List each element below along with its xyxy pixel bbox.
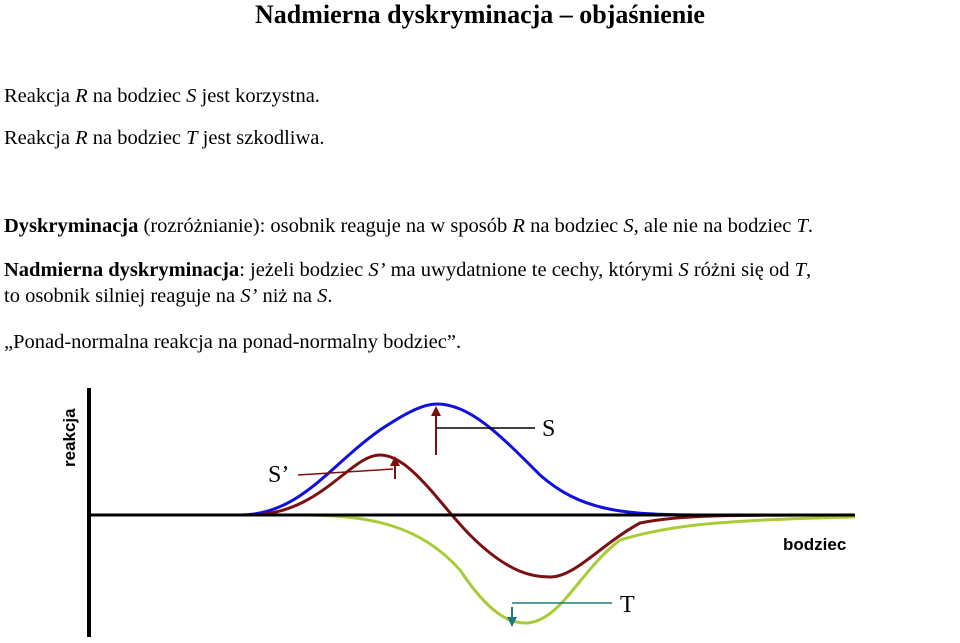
label-s-prime: S’ xyxy=(268,462,290,488)
x-axis-label: bodziec xyxy=(783,535,847,554)
response-diagram xyxy=(0,375,960,643)
definition-excessive-discrimination: Nadmierna dyskryminacja: jeżeli bodziec S’ ma uwydatnione te cechy, którymi S różni się od T, xyxy=(4,259,812,281)
label-s: S xyxy=(542,416,556,442)
label-t: T xyxy=(620,592,635,618)
curve-t xyxy=(95,515,855,623)
statement-s-beneficial: Reakcja R na bodziec S jest korzystna. xyxy=(4,85,320,107)
statement-t-harmful: Reakcja R na bodziec T jest szkodliwa. xyxy=(4,127,325,149)
y-axis-label: reakcja xyxy=(60,408,79,467)
quote-supernormal: „Ponad-normalna reakcja na ponad-normalny bodziec”. xyxy=(4,331,462,353)
page-title: Nadmierna dyskryminacja – objaśnienie xyxy=(255,0,705,29)
curve-s xyxy=(95,404,855,515)
definition-continuation: to osobnik silniej reaguje na S’ niż na S. xyxy=(4,285,333,307)
definition-discrimination: Dyskryminacja (rozróżnianie): osobnik reaguje na w sposób R na bodziec S, ale nie na bodziec T. xyxy=(4,215,813,237)
